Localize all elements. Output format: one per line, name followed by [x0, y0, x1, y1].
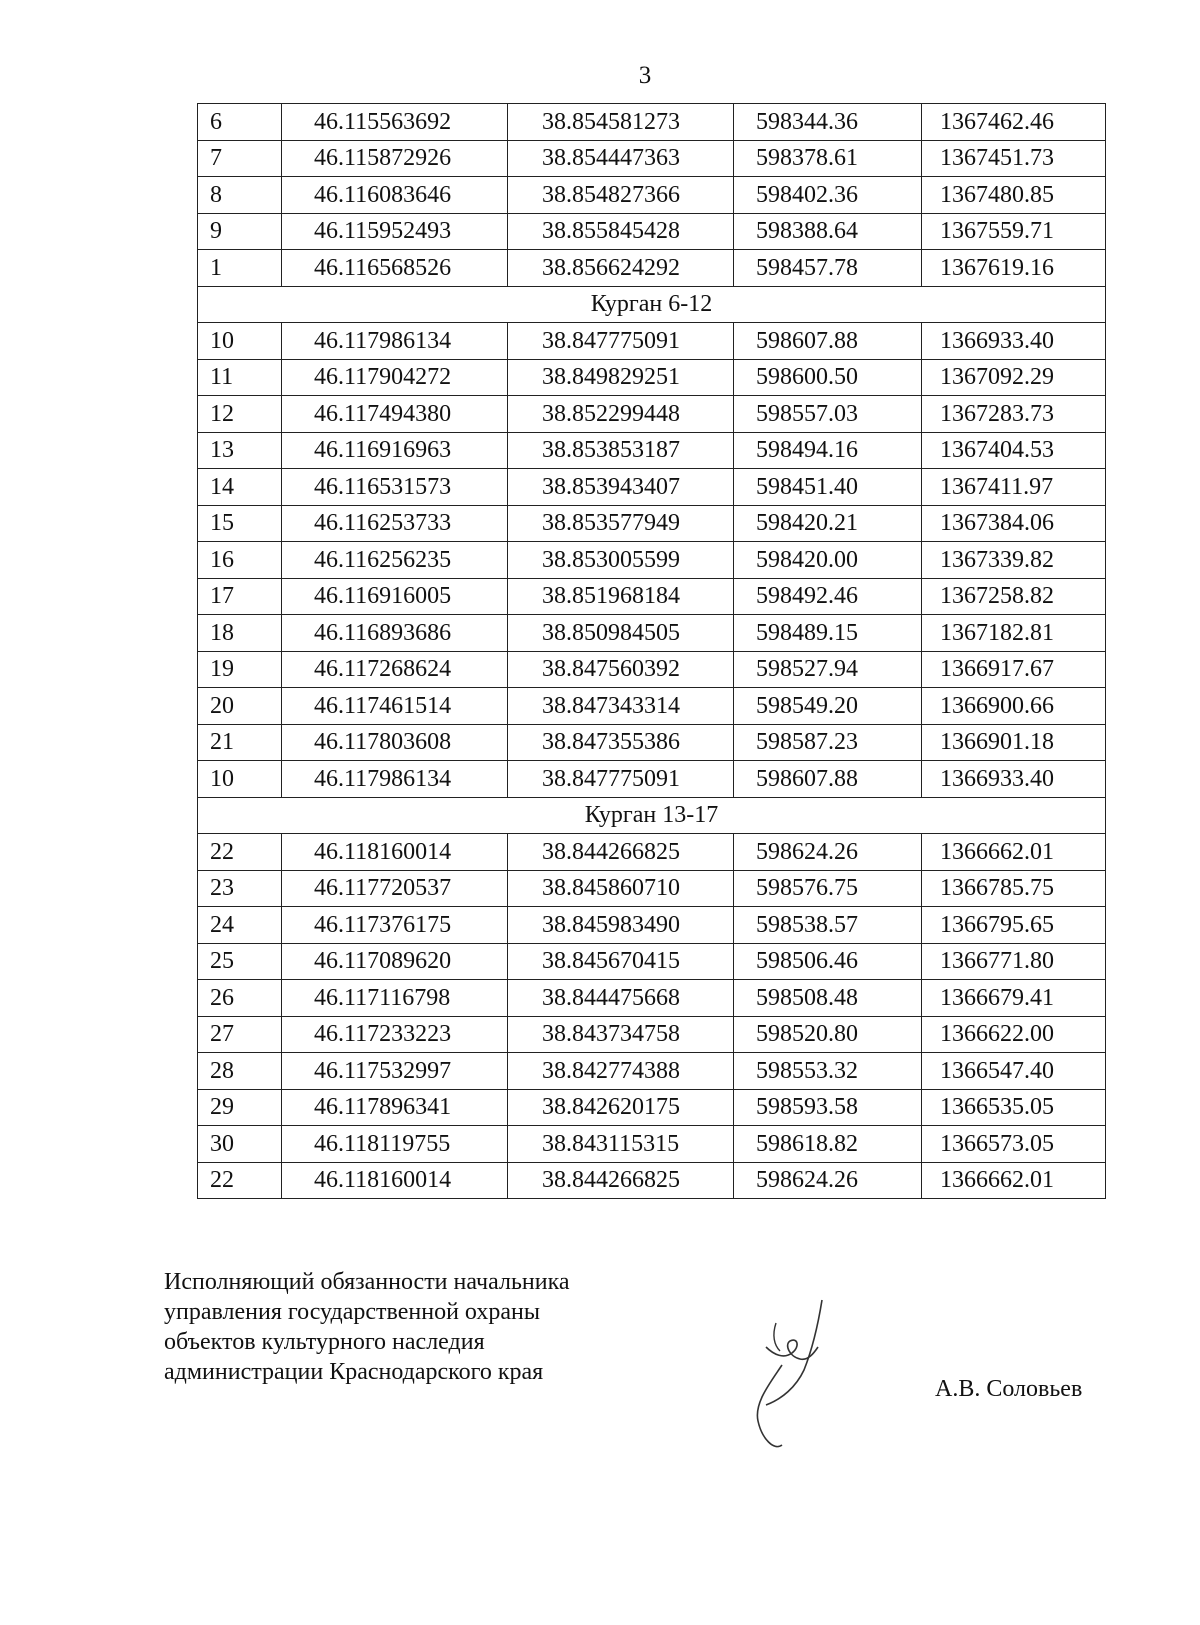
table-cell: 1367283.73 [922, 396, 1106, 433]
table-cell: 46.117803608 [282, 724, 508, 761]
table-cell: 598553.32 [734, 1053, 922, 1090]
table-cell: 46.116253733 [282, 505, 508, 542]
table-cell: 598492.46 [734, 578, 922, 615]
table-cell: 38.854581273 [508, 104, 734, 141]
table-row [198, 870, 1106, 907]
table-row [198, 104, 1106, 141]
table-row [198, 177, 1106, 214]
table-cell: 1 [198, 250, 282, 287]
table-cell: 1366573.05 [922, 1126, 1106, 1163]
table-cell: 7 [198, 140, 282, 177]
table-cell: 38.849829251 [508, 359, 734, 396]
table-cell: 11 [198, 359, 282, 396]
table-cell: 38.852299448 [508, 396, 734, 433]
table-cell: 46.115563692 [282, 104, 508, 141]
table-row [198, 761, 1106, 798]
table-cell: 598420.00 [734, 542, 922, 579]
table-cell: 46.117720537 [282, 870, 508, 907]
table-cell: 1366933.40 [922, 323, 1106, 360]
section-title: Курган 13-17 [198, 797, 1106, 834]
table-cell: 38.854827366 [508, 177, 734, 214]
table-cell: 38.856624292 [508, 250, 734, 287]
table-cell: 1367619.16 [922, 250, 1106, 287]
handwritten-signature [752, 1295, 862, 1455]
table-cell: 46.117896341 [282, 1089, 508, 1126]
table-cell: 38.853577949 [508, 505, 734, 542]
table-cell: 46.117461514 [282, 688, 508, 725]
table-row [198, 432, 1106, 469]
table-cell: 46.118160014 [282, 1162, 508, 1199]
table-cell: 28 [198, 1053, 282, 1090]
table-cell: 598506.46 [734, 943, 922, 980]
table-cell: 46.117268624 [282, 651, 508, 688]
table-cell: 30 [198, 1126, 282, 1163]
table-cell: 1366622.00 [922, 1016, 1106, 1053]
table-row [198, 943, 1106, 980]
table-cell: 1367404.53 [922, 432, 1106, 469]
table-row [198, 980, 1106, 1017]
coordinates-table-body [198, 104, 1106, 1199]
table-cell: 9 [198, 213, 282, 250]
table-cell: 38.847343314 [508, 688, 734, 725]
table-cell: 38.847355386 [508, 724, 734, 761]
table-cell: 38.853005599 [508, 542, 734, 579]
table-cell: 598388.64 [734, 213, 922, 250]
table-row [198, 615, 1106, 652]
table-cell: 1366933.40 [922, 761, 1106, 798]
table-cell: 598457.78 [734, 250, 922, 287]
table-cell: 598618.82 [734, 1126, 922, 1163]
table-cell: 1366662.01 [922, 1162, 1106, 1199]
table-cell: 8 [198, 177, 282, 214]
table-cell: 12 [198, 396, 282, 433]
table-cell: 13 [198, 432, 282, 469]
table-cell: 1366795.65 [922, 907, 1106, 944]
table-cell: 598520.80 [734, 1016, 922, 1053]
table-cell: 598576.75 [734, 870, 922, 907]
coordinates-table [197, 103, 1106, 1199]
table-cell: 1367559.71 [922, 213, 1106, 250]
table-cell: 598378.61 [734, 140, 922, 177]
table-cell: 1367462.46 [922, 104, 1106, 141]
table-cell: 38.851968184 [508, 578, 734, 615]
table-cell: 6 [198, 104, 282, 141]
table-cell: 10 [198, 323, 282, 360]
signer-name: А.В. Соловьев [935, 1376, 1083, 1402]
table-cell: 1366547.40 [922, 1053, 1106, 1090]
table-row [198, 1016, 1106, 1053]
table-cell: 46.116893686 [282, 615, 508, 652]
table-cell: 38.844266825 [508, 1162, 734, 1199]
table-cell: 1367258.82 [922, 578, 1106, 615]
table-cell: 598557.03 [734, 396, 922, 433]
table-cell: 38.845860710 [508, 870, 734, 907]
table-cell: 18 [198, 615, 282, 652]
table-row [198, 505, 1106, 542]
table-row [198, 578, 1106, 615]
table-cell: 598624.26 [734, 834, 922, 871]
table-cell: 598600.50 [734, 359, 922, 396]
table-cell: 15 [198, 505, 282, 542]
table-cell: 38.855845428 [508, 213, 734, 250]
table-row [198, 907, 1106, 944]
table-cell: 1366771.80 [922, 943, 1106, 980]
table-row [198, 834, 1106, 871]
table-cell: 598494.16 [734, 432, 922, 469]
table-cell: 598587.23 [734, 724, 922, 761]
table-cell: 23 [198, 870, 282, 907]
table-cell: 46.118160014 [282, 834, 508, 871]
table-cell: 38.853943407 [508, 469, 734, 506]
table-row [198, 469, 1106, 506]
table-cell: 46.117532997 [282, 1053, 508, 1090]
table-cell: 29 [198, 1089, 282, 1126]
table-cell: 46.117089620 [282, 943, 508, 980]
table-cell: 38.844266825 [508, 834, 734, 871]
table-cell: 598451.40 [734, 469, 922, 506]
table-row [198, 396, 1106, 433]
table-cell: 1366917.67 [922, 651, 1106, 688]
signature-position-line: Исполняющий обязанности начальника [164, 1269, 570, 1295]
table-cell: 38.847560392 [508, 651, 734, 688]
signature-position-line: управления государственной охраны [164, 1299, 540, 1325]
table-cell: 1366662.01 [922, 834, 1106, 871]
table-cell: 598607.88 [734, 761, 922, 798]
table-cell: 46.117116798 [282, 980, 508, 1017]
table-cell: 46.116256235 [282, 542, 508, 579]
table-cell: 17 [198, 578, 282, 615]
table-cell: 46.117986134 [282, 761, 508, 798]
table-cell: 46.116531573 [282, 469, 508, 506]
table-cell: 46.117494380 [282, 396, 508, 433]
table-cell: 1367480.85 [922, 177, 1106, 214]
table-cell: 26 [198, 980, 282, 1017]
table-cell: 10 [198, 761, 282, 798]
table-cell: 598549.20 [734, 688, 922, 725]
table-cell: 38.847775091 [508, 323, 734, 360]
table-cell: 598402.36 [734, 177, 922, 214]
table-cell: 598508.48 [734, 980, 922, 1017]
table-cell: 1366901.18 [922, 724, 1106, 761]
table-cell: 24 [198, 907, 282, 944]
table-row [198, 1162, 1106, 1199]
section-header-row [198, 286, 1106, 323]
table-cell: 38.844475668 [508, 980, 734, 1017]
table-cell: 46.115872926 [282, 140, 508, 177]
table-row [198, 1089, 1106, 1126]
table-cell: 22 [198, 1162, 282, 1199]
table-cell: 20 [198, 688, 282, 725]
signature-position-line: объектов культурного наследия [164, 1329, 485, 1355]
table-cell: 1367339.82 [922, 542, 1106, 579]
table-cell: 598624.26 [734, 1162, 922, 1199]
table-cell: 1366535.05 [922, 1089, 1106, 1126]
table-cell: 598538.57 [734, 907, 922, 944]
table-cell: 46.117904272 [282, 359, 508, 396]
table-row [198, 1053, 1106, 1090]
table-row [198, 688, 1106, 725]
table-cell: 46.116568526 [282, 250, 508, 287]
table-cell: 19 [198, 651, 282, 688]
table-cell: 598420.21 [734, 505, 922, 542]
table-cell: 1367384.06 [922, 505, 1106, 542]
signature-position [164, 1267, 570, 1387]
table-cell: 22 [198, 834, 282, 871]
table-cell: 38.842620175 [508, 1089, 734, 1126]
table-cell: 14 [198, 469, 282, 506]
table-cell: 46.117986134 [282, 323, 508, 360]
table-cell: 38.854447363 [508, 140, 734, 177]
table-cell: 1366900.66 [922, 688, 1106, 725]
table-cell: 38.853853187 [508, 432, 734, 469]
table-cell: 46.116916005 [282, 578, 508, 615]
table-row [198, 542, 1106, 579]
table-cell: 598593.58 [734, 1089, 922, 1126]
table-cell: 46.117233223 [282, 1016, 508, 1053]
table-row [198, 359, 1106, 396]
table-cell: 598489.15 [734, 615, 922, 652]
table-cell: 38.850984505 [508, 615, 734, 652]
table-row [198, 651, 1106, 688]
page-number: 3 [638, 62, 652, 89]
table-cell: 46.117376175 [282, 907, 508, 944]
table-cell: 1367411.97 [922, 469, 1106, 506]
table-cell: 46.116916963 [282, 432, 508, 469]
table-cell: 38.847775091 [508, 761, 734, 798]
table-cell: 46.116083646 [282, 177, 508, 214]
table-cell: 38.845983490 [508, 907, 734, 944]
table-row [198, 323, 1106, 360]
table-cell: 1366679.41 [922, 980, 1106, 1017]
table-cell: 1367182.81 [922, 615, 1106, 652]
section-header-row [198, 797, 1106, 834]
table-cell: 1367451.73 [922, 140, 1106, 177]
table-row [198, 1126, 1106, 1163]
table-cell: 25 [198, 943, 282, 980]
table-cell: 38.842774388 [508, 1053, 734, 1090]
table-cell: 46.115952493 [282, 213, 508, 250]
signature-position-line: администрации Краснодарского края [164, 1359, 544, 1385]
table-cell: 46.118119755 [282, 1126, 508, 1163]
table-cell: 27 [198, 1016, 282, 1053]
table-cell: 38.845670415 [508, 943, 734, 980]
table-cell: 598344.36 [734, 104, 922, 141]
table-cell: 21 [198, 724, 282, 761]
table-row [198, 250, 1106, 287]
table-cell: 1366785.75 [922, 870, 1106, 907]
table-row [198, 724, 1106, 761]
table-cell: 38.843734758 [508, 1016, 734, 1053]
table-cell: 16 [198, 542, 282, 579]
table-cell: 38.843115315 [508, 1126, 734, 1163]
section-title: Курган 6-12 [198, 286, 1106, 323]
table-cell: 1367092.29 [922, 359, 1106, 396]
table-row [198, 213, 1106, 250]
table-cell: 598527.94 [734, 651, 922, 688]
table-cell: 598607.88 [734, 323, 922, 360]
table-row [198, 140, 1106, 177]
